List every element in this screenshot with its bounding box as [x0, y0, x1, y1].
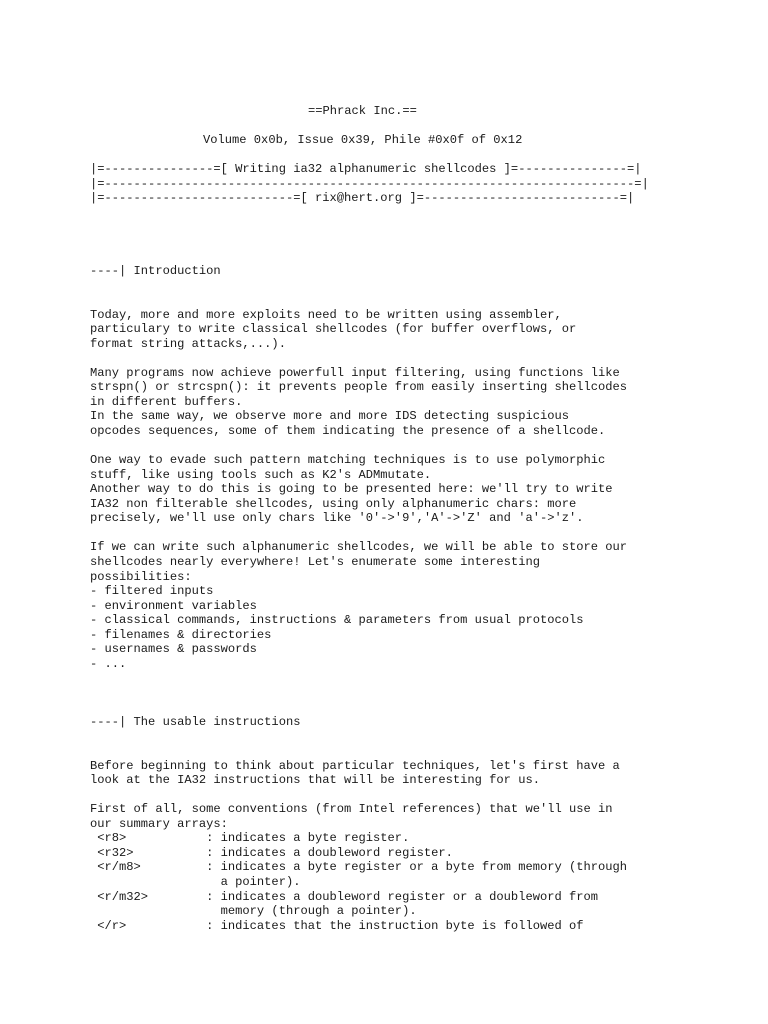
volume-info: Volume 0x0b, Issue 0x39, Phile #0x0f of 0x12 — [203, 133, 523, 148]
paragraph-line: In the same way, we observe more and more IDS detecting suspicious — [90, 409, 569, 424]
rule-banner: |=-------------------------------------------------------------------------=| — [90, 176, 649, 191]
blank-line — [90, 686, 710, 701]
list-item: - usernames & passwords — [90, 642, 257, 657]
blank-line — [90, 249, 710, 264]
section-heading-introduction: ----| Introduction — [90, 264, 221, 279]
blank-line — [90, 788, 710, 803]
author-banner: |=--------------------------=[ rix@hert.org ]=---------------------------=| — [90, 191, 635, 206]
convention-line: memory (through a pointer). — [90, 904, 417, 919]
paragraph-line: One way to evade such pattern matching techniques is to use polymorphic — [90, 453, 606, 468]
paragraph-line: Today, more and more exploits need to be written using assembler, — [90, 307, 562, 322]
list-item: - filenames & directories — [90, 627, 272, 642]
list-item: - ... — [90, 656, 127, 671]
paragraph-line: Another way to do this is going to be presented here: we'll try to write — [90, 482, 613, 497]
blank-line — [90, 119, 710, 134]
paragraph-line: precisely, we'll use only chars like '0'->'9','A'->'Z' and 'a'->'z'. — [90, 511, 584, 526]
blank-line — [90, 700, 710, 715]
paragraph-line: look at the IA32 instructions that will be interesting for us. — [90, 773, 540, 788]
blank-line — [90, 744, 710, 759]
phrack-article — [90, 104, 710, 933]
convention-line: <r8> : indicates a byte register. — [90, 831, 410, 846]
blank-line — [90, 293, 710, 308]
paragraph-line: in different buffers. — [90, 394, 243, 409]
paragraph-line: particulary to write classical shellcodes (for buffer overflows, or — [90, 322, 577, 337]
convention-line: </r> : indicates that the instruction byte is followed of — [90, 918, 584, 933]
blank-line — [90, 220, 710, 235]
paragraph-line: shellcodes nearly everywhere! Let's enumerate some interesting — [90, 554, 540, 569]
paragraph-line: stuff, like using tools such as K2's ADMmutate. — [90, 467, 432, 482]
blank-line — [90, 526, 710, 541]
list-item: - classical commands, instructions & parameters from usual protocols — [90, 613, 584, 628]
list-item: - filtered inputs — [90, 584, 214, 599]
convention-line: <r32> : indicates a doubleword register. — [90, 845, 453, 860]
paragraph-line: format string attacks,...). — [90, 336, 286, 351]
convention-line: <r/m8> : indicates a byte register or a byte from memory (through — [90, 860, 628, 875]
section-heading-usable-instructions: ----| The usable instructions — [90, 714, 301, 729]
title-banner: |=---------------=[ Writing ia32 alphanumeric shellcodes ]=---------------=| — [90, 162, 642, 177]
blank-line — [90, 206, 710, 221]
paragraph-line: IA32 non filterable shellcodes, using only alphanumeric chars: more — [90, 496, 577, 511]
blank-line — [90, 730, 710, 745]
paragraph-line: possibilities: — [90, 569, 192, 584]
blank-line — [90, 235, 710, 250]
paragraph-line: opcodes sequences, some of them indicating the presence of a shellcode. — [90, 424, 606, 439]
list-item: - environment variables — [90, 598, 257, 613]
paragraph-line: If we can write such alphanumeric shellcodes, we will be able to store our — [90, 540, 628, 555]
blank-line — [90, 351, 710, 366]
paragraph-line: strspn() or strcspn(): it prevents people from easily inserting shellcodes — [90, 380, 628, 395]
paragraph-line: Before beginning to think about particular techniques, let's first have a — [90, 758, 620, 773]
paragraph-line: Many programs now achieve powerfull input filtering, using functions like — [90, 365, 620, 380]
journal-name: ==Phrack Inc.== — [308, 104, 417, 118]
blank-line — [90, 148, 710, 163]
blank-line — [90, 671, 710, 686]
paragraph-line: First of all, some conventions (from Intel references) that we'll use in — [90, 802, 613, 817]
blank-line — [90, 439, 710, 454]
convention-line: a pointer). — [90, 874, 301, 889]
paragraph-line: our summary arrays: — [90, 816, 228, 831]
blank-line — [90, 279, 710, 294]
convention-line: <r/m32> : indicates a doubleword register or a doubleword from — [90, 889, 599, 904]
